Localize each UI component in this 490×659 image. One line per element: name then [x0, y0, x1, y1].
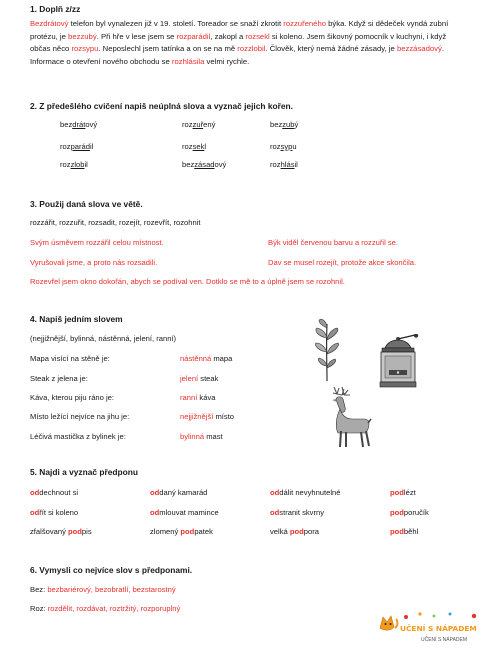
- root-word: [60, 141, 93, 153]
- paragraph-text: . Při hře v lese jsem se: [96, 31, 177, 41]
- word-root: parád: [70, 142, 90, 151]
- ex4-noun: steak: [198, 374, 219, 383]
- ex6-title: 6. Vymysli co nejvíce slov s předponami.: [30, 565, 193, 575]
- ex4-answer: [180, 373, 218, 385]
- paragraph-text: . Člověk, který nemá žádné zásady, je: [265, 44, 397, 54]
- paragraph-text: . Informace o otevření nového obchodu se: [30, 44, 444, 66]
- ex4-answer: [180, 353, 232, 365]
- word-root: zub: [282, 120, 295, 129]
- word-root: drát: [72, 120, 86, 129]
- word-prefix: od: [270, 488, 280, 497]
- ex6-bez-words: bezbariérový, bezobratlí, bezstarostný: [47, 585, 176, 594]
- ex6-roz-line: [30, 603, 180, 615]
- word-root: syp: [280, 142, 293, 151]
- word-part: roz: [60, 142, 71, 151]
- filled-word: Bezdrátový: [30, 19, 69, 28]
- root-word: [182, 159, 226, 171]
- logo-sub-text: UČENÍ S NÁPADEM: [421, 637, 468, 643]
- word-root: zásad: [194, 160, 215, 169]
- ex5-title: 5. Najdi a vyznač předponu: [30, 467, 138, 477]
- word-prefix: pod: [289, 527, 304, 536]
- word-part: zfalšovaný: [30, 527, 68, 536]
- ex6-bez-label: Bez:: [30, 585, 48, 594]
- word-part: ený: [203, 120, 216, 129]
- ex4-title: 4. Napiš jedním slovem: [30, 314, 123, 324]
- prefix-word: [390, 526, 418, 538]
- word-root: zlob: [70, 160, 85, 169]
- word-prefix: pod: [390, 508, 404, 517]
- prefix-word: [150, 507, 219, 519]
- word-part: lézt: [403, 488, 416, 497]
- word-part: roz: [270, 160, 281, 169]
- ex4-noun: mast: [204, 432, 223, 441]
- ex4-noun: místo: [213, 412, 235, 421]
- word-part: roz: [182, 142, 193, 151]
- ex4-answer-word: bylinná: [180, 432, 205, 441]
- paragraph-text: telefon byl vynalezen již v 19. století. Toreador se snaží zkrotit: [68, 19, 284, 28]
- word-part: il: [90, 142, 94, 151]
- coffee-grinder-icon: [375, 334, 421, 396]
- word-part: bez: [60, 120, 73, 129]
- prefix-word: [30, 487, 78, 499]
- ex3-sentence-1: Svým úsměvem rozzářil celou místnost.: [30, 238, 164, 247]
- ex4-answer-word: jelení: [180, 374, 199, 383]
- prefix-word: [150, 526, 213, 538]
- root-word: [182, 119, 215, 131]
- ex4-answer-word: nejjižnější: [180, 412, 214, 421]
- paragraph-text: . Neposlechl jsem tatínka a on se na mě: [98, 44, 238, 54]
- ex4-question: Káva, kterou piju ráno je:: [30, 393, 115, 402]
- filled-word: bezzásadový: [396, 44, 442, 54]
- ex4-given-words: (nejjižnější, bylinná, nástěnná, jelení, ranní): [30, 334, 177, 343]
- word-part: ový: [214, 160, 227, 169]
- word-root: hlás: [280, 160, 295, 169]
- ex4-question: Místo ležící nejvíce na jihu je:: [30, 412, 130, 421]
- ex2-title: 2. Z předešlého cvičení napiš neúplná slova a vyznač jejich kořen.: [30, 101, 293, 111]
- ex3-sentence-4: Dav se musel rozejít, protože akce skončila.: [268, 258, 417, 267]
- deer-icon: [324, 385, 372, 449]
- ex4-question: Léčivá mastička z bylinek je:: [30, 432, 126, 441]
- paragraph-text: , zakopl a: [210, 31, 246, 41]
- paragraph-text: si koleno. Jsem šikovný pomocník v kuchyni, i když občas něco: [30, 31, 447, 54]
- prefix-word: [30, 526, 92, 538]
- word-part: ový: [85, 120, 98, 129]
- paragraph-text: býka. Když si dědeček vyndá zubní protézu, je: [30, 19, 449, 41]
- ex4-answer-word: nástěnná: [180, 354, 212, 363]
- word-part: patek: [194, 527, 213, 536]
- prefix-word: [270, 507, 324, 519]
- plant-icon: [313, 318, 341, 382]
- word-part: daný kamarád: [159, 488, 208, 497]
- root-word: [270, 159, 298, 171]
- word-part: zlomený: [150, 527, 181, 536]
- ex3-sentence-3: Vyrušovali jsme, a proto nás rozsadili.: [30, 258, 158, 267]
- word-part: pora: [303, 527, 319, 536]
- word-part: běhl: [403, 527, 419, 536]
- ex4-answer: [180, 411, 234, 423]
- ex4-noun: káva: [197, 393, 216, 402]
- ex4-question: Steak z jelena je:: [30, 374, 88, 383]
- word-prefix: od: [30, 488, 40, 497]
- filled-word: rozsypu: [71, 44, 99, 54]
- word-root: zuř: [192, 120, 204, 129]
- filled-word: rozsekl: [245, 31, 270, 41]
- ex4-answer-word: ranní: [180, 393, 198, 402]
- ex6-roz-words: rozdělit, rozdávat, roztržitý, rozporuplný: [47, 604, 181, 613]
- word-part: roz: [60, 160, 71, 169]
- ex3-sentence-5: Rozevřel jsem okno dokořán, abych se podíval ven. Dotklo se mě to a úplně jsem se rozohnil.: [30, 277, 345, 286]
- word-prefix: od: [270, 508, 280, 517]
- word-part: u: [292, 142, 297, 151]
- prefix-word: [270, 487, 341, 499]
- filled-word: rozzlobil: [237, 44, 266, 54]
- ex3-title: 3. Použij daná slova ve větě.: [30, 199, 143, 209]
- word-part: l: [204, 142, 207, 151]
- filled-word: rozzuřeného: [283, 19, 327, 28]
- word-prefix: pod: [180, 527, 195, 536]
- word-part: roz: [182, 120, 193, 129]
- word-prefix: od: [150, 488, 160, 497]
- word-part: il: [84, 160, 88, 169]
- word-part: ý: [294, 120, 299, 129]
- prefix-word: [30, 507, 78, 519]
- ex4-question: Mapa visící na stěně je:: [30, 354, 110, 363]
- word-prefix: pod: [68, 527, 82, 536]
- ex1-paragraph: [30, 18, 460, 68]
- fox-logo-icon: [377, 612, 399, 632]
- logo-dots: [400, 611, 480, 621]
- prefix-word: [390, 487, 416, 499]
- filled-word: rozhlásila: [171, 56, 205, 66]
- word-part: pis: [81, 527, 92, 536]
- word-prefix: pod: [390, 488, 404, 497]
- prefix-word: [270, 526, 319, 538]
- prefix-word: [150, 487, 207, 499]
- root-word: [60, 159, 88, 171]
- ex6-roz-label: Roz:: [30, 604, 48, 613]
- root-word: [60, 119, 97, 131]
- logo-main-text: UČENÍ S NÁPADEM: [400, 624, 477, 633]
- word-part: poručík: [403, 508, 429, 517]
- ex4-noun: mapa: [211, 354, 233, 363]
- ex3-given-words: rozzářit, rozzuřit, rozsadit, rozejít, rozevřít, rozohnit: [30, 218, 201, 227]
- filled-word: rozparádil: [176, 31, 211, 41]
- root-word: [270, 119, 298, 131]
- word-prefix: od: [30, 508, 40, 517]
- ex1-title: 1. Doplň z/zz: [30, 4, 81, 14]
- word-part: velká: [270, 527, 290, 536]
- ex4-answer: [180, 392, 215, 404]
- root-word: [270, 141, 297, 153]
- word-part: řít si koleno: [39, 508, 79, 517]
- word-prefix: pod: [390, 527, 404, 536]
- ex4-answer: [180, 431, 223, 443]
- word-part: dechnout si: [39, 488, 79, 497]
- ex6-bez-line: [30, 584, 176, 596]
- word-part: roz: [270, 142, 281, 151]
- word-prefix: od: [150, 508, 160, 517]
- word-part: bez: [182, 160, 195, 169]
- filled-word: bezzubý: [68, 31, 97, 41]
- root-word: [182, 141, 206, 153]
- word-part: il: [294, 160, 298, 169]
- word-part: bez: [270, 120, 283, 129]
- word-root: sek: [192, 142, 205, 151]
- word-part: stranit skvrny: [279, 508, 325, 517]
- word-part: mlouvat mamince: [159, 508, 219, 517]
- ex3-sentence-2: Býk viděl červenou barvu a rozzuřil se.: [268, 238, 398, 247]
- word-part: dálit nevyhnutelné: [279, 488, 341, 497]
- paragraph-text: velmi rychle.: [204, 56, 250, 66]
- prefix-word: [390, 507, 429, 519]
